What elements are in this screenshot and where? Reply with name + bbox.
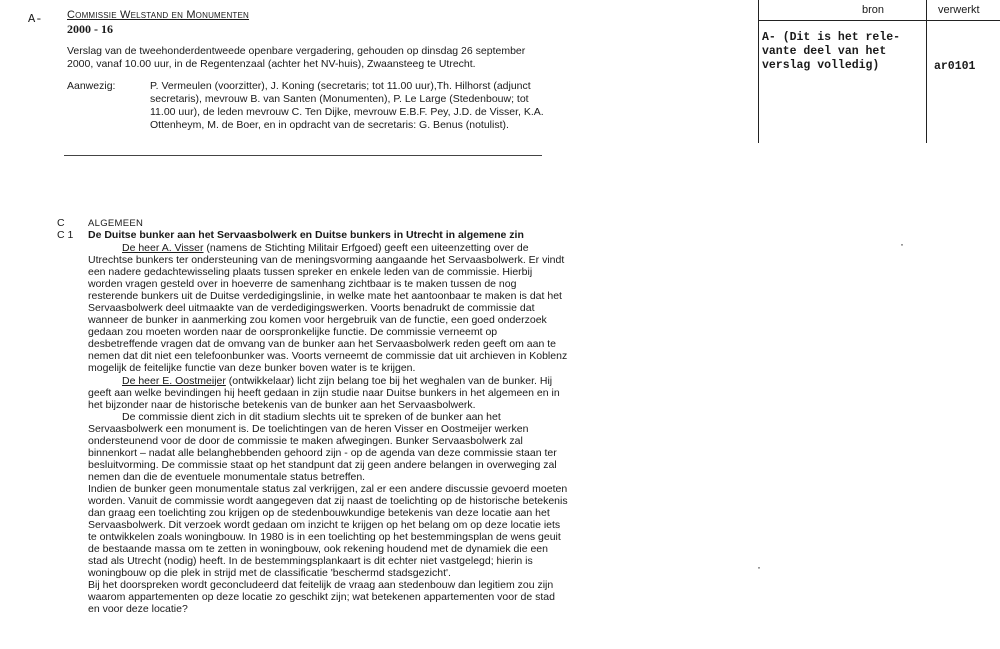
paragraph-conclusion: Bij het doorspreken wordt geconcludeerd dat feitelijk de vraag aan stedenbouw dan legitiem zou zijn waarom appartementen op deze locatie zo geschikt zijn; wat betekenen appartementen voor de stad en voor deze locatie? xyxy=(88,579,555,616)
table-column-divider xyxy=(926,0,927,143)
present-list: P. Vermeulen (voorzitter), J. Koning (secretaris; tot 11.00 uur),Th. Hilhorst (adjunct secretaris), mevrouw B. van Santen (Monumenten), P. Le Large (Stedenbouw; tot 11.00 uur), de leden mevrouw C. Ten Dijke, mevrouw E.B.F. Pey, J.D. de Visser, K.A. Ottenheym, M. de Boer, en in opdracht van de secretaris: G. Benus (notulist). xyxy=(150,80,544,131)
subsection-title: De Duitse bunker aan het Servaasbolwerk en Duitse bunkers in Utrecht in algemene zin xyxy=(88,229,524,241)
paragraph-commission: De commissie dient zich in dit stadium slechts uit te spreken of de bunker aan het Servaasbolwerk een monument is. De toelichtingen van de heren Visser en Oostmeijer werken ondersteunend voor de door de commissie te maken afwegingen. Bunker Servaasbolwerk zal binnenkort – nadat alle belanghebbenden gehoord zijn - op de agenda van deze commissie staan ter besluitvorming. De commissie staat op het standpunt dat zij geen andere belangen in overweging zal nemen dan die de eventuele monumentale status betreffen. xyxy=(88,410,557,483)
meeting-intro: Verslag van de tweehonderdentweede openbare vergadering, gehouden op dinsdag 26 september 2000, vanaf 10.00 uur, in de Regentenzaal (achter het NV-huis), Zwaansteeg te Utrecht. xyxy=(67,45,526,70)
paragraph-visser-text: (namens de Stichting Militair Erfgoed) geeft een uiteenzetting over de Utrechtse bunkers ter ondersteuning van de meningsvorming aangaande het Servaasbolwerk. Er vindt een nadere gedachtewisseling plaats tussen spreker en enkele leden van de commissie. Hierbij worden vragen gesteld over in hoeverre de samenhang zichtbaar is te maken tussen de nog resterende bunkers uit de Duitse verdedigingslinie, in welke mate het aantoonbaar te maken is dat het Servaasbolwerk deel uitmaakte van de verdedigingswerken. Voorts benadrukt de commissie dat wanneer de bunker in aanmerking zou komen voor hergebruik van de functie, een goed onderzoek gedaan zou moeten worden naar de oorspronkelijke functie. De commissie verneemt op desbetreffende vragen dat de omvang van de bunker aan het Servaasbolwerk reden geeft om aan te nemen dat dit niet een telefoonbunker was. Voorts verneemt de commissie dat uit archieven in Koblenz mogelijk de feitelijke functie van deze bunker boven water is te krijgen. xyxy=(88,242,568,375)
table-left-border xyxy=(758,0,759,143)
table-cell-verwerkt: ar0101 xyxy=(934,60,976,73)
subsection-number: C 1 xyxy=(57,229,74,241)
margin-mark: A- xyxy=(28,12,43,26)
header-divider xyxy=(64,155,542,156)
section-body xyxy=(88,242,568,615)
present-label: Aanwezig: xyxy=(67,80,116,92)
scan-speck: · xyxy=(757,560,761,574)
table-header-bron: bron xyxy=(862,4,885,16)
committee-name: Commissie Welstand en Monumenten xyxy=(67,9,250,21)
table-header-verwerkt: verwerkt xyxy=(938,4,980,16)
paragraph-oostmeijer-text: (ontwikkelaar) licht zijn belang toe bij het weghalen van de bunker. Hij geeft aan welke bevindingen hij heeft gedaan in zijn studie naar Duitse bunkers in het algemeen en in het bijzonder naar de historische betekenis van de bunker aan het Servaasbolwerk. xyxy=(88,374,560,411)
paragraph-oostmeijer xyxy=(88,375,568,411)
section-title: ALGEMEEN xyxy=(88,218,144,229)
scan-speck: · xyxy=(900,237,904,251)
speaker-visser: De heer A. Visser xyxy=(122,242,204,254)
paragraph-status: Indien de bunker geen monumentale status zal verkrijgen, zal er een andere discussie gevoerd moeten worden. Vanuit de commissie wordt aangegeven dat zij naast de toelichting op de historische betekenis dan graag een toelichting zou krijgen op de stedenbouwkundige betekenis van deze locatie aan het Servaasbolwerk. Dit verzoek wordt gedaan om inzicht te krijgen op het belang om op deze locatie iets te ontwikkelen zoals woningbouw. In 1980 is in een toelichting op het bestemmingsplan de wens geuit de bestaande massa om te zetten in woningbouw, ook rekening houdend met de dynamiek die een stad als Utrecht (nodig) heeft. In de bestemmingsplankaart is dit echter niet vastgelegd; hierin is woningbouw op die plek in strijd met de classificatie 'beschermd stadsgezicht'. xyxy=(88,482,568,580)
section-letter: C xyxy=(57,217,65,229)
report-number: 2000 - 16 xyxy=(67,22,113,36)
paragraph-visser xyxy=(88,242,568,375)
table-cell-bron: A- (Dit is het rele- vante deel van het verslag volledig) xyxy=(762,31,901,72)
table-header-divider xyxy=(758,20,1000,21)
speaker-oostmeijer: De heer E. Oostmeijer xyxy=(122,374,226,387)
